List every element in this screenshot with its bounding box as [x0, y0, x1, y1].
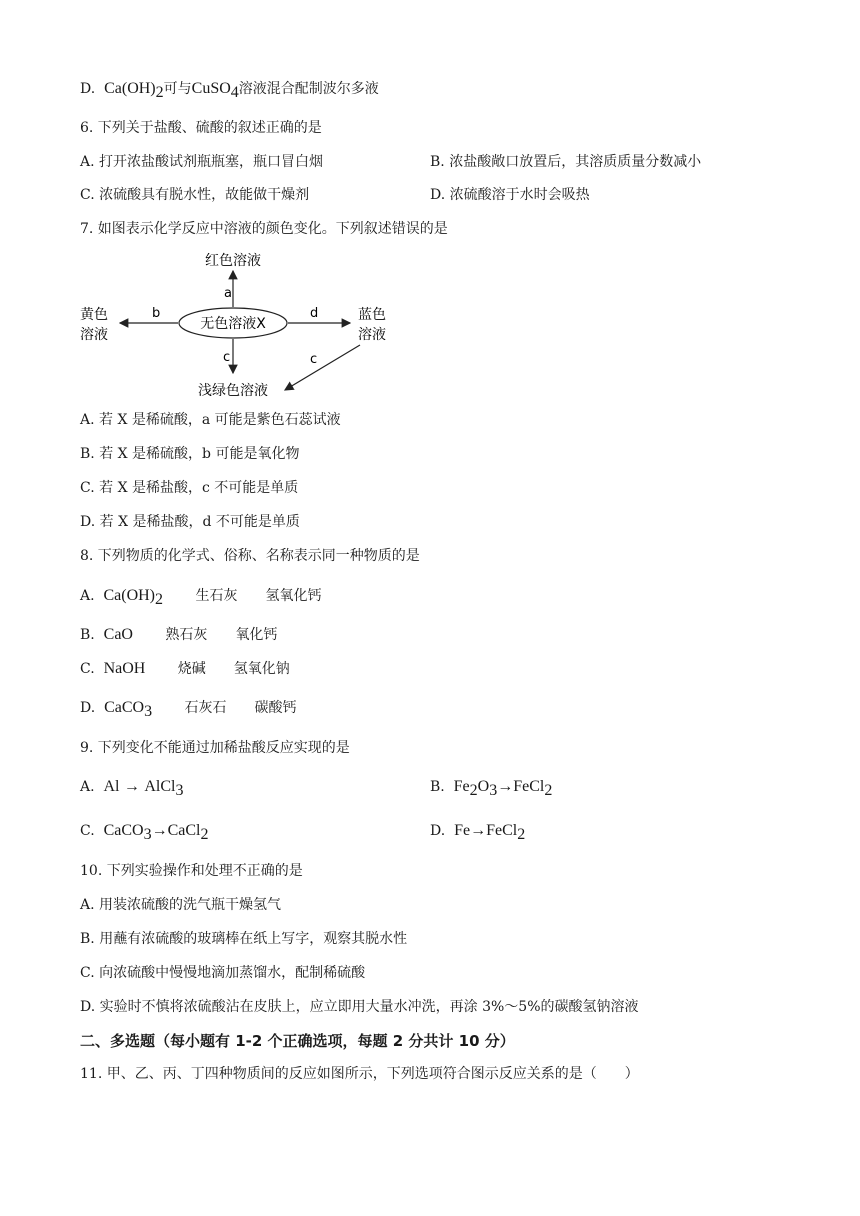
- q6-option-b: B. 浓盐酸敞口放置后，其溶质质量分数减小: [430, 154, 702, 170]
- section-heading: 二、多选题（每小题有 1-2 个正确选项，每题 2 分共计 10 分）: [80, 1032, 515, 1050]
- top-label: 红色溶液: [205, 253, 261, 269]
- q11-stem: 11. 甲、乙、丙、丁四种物质间的反应如图所示，下列选项符合图示反应关系的是（ ）: [80, 1066, 639, 1082]
- q8-option-b: B. CaO 熟石灰 氧化钙: [80, 626, 278, 643]
- center-label: 无色溶液X: [200, 316, 266, 332]
- q9-stem: 9. 下列变化不能通过加稀盐酸反应实现的是: [80, 740, 350, 756]
- q7-stem: 7. 如图表示化学反应中溶液的颜色变化。下列叙述错误的是: [80, 221, 448, 237]
- left-label-1: 黄色: [80, 307, 108, 323]
- q9-option-d: D. Fe→FeCl$_2$: [430, 822, 526, 843]
- q6-stem: 6. 下列关于盐酸、硫酸的叙述正确的是: [80, 120, 322, 136]
- arrow-c-diagonal: [285, 345, 360, 390]
- q7-option-d: D. 若 X 是稀盐酸，d 不可能是单质: [80, 514, 300, 530]
- q9-option-b: B. $Fe_2O_3\to FeCl_2$: [430, 778, 553, 799]
- q10-option-c: C. 向浓硫酸中慢慢地滴加蒸馏水，配制稀硫酸: [80, 965, 366, 981]
- label-d: d: [310, 306, 319, 321]
- right-label-1: 蓝色: [358, 307, 386, 323]
- bottom-label: 浅绿色溶液: [198, 383, 268, 399]
- q8-option-c: C. NaOH 烧碱 氢氧化钠: [80, 660, 290, 677]
- q7-option-a: A. 若 X 是稀硫酸，a 可能是紫色石蕊试液: [80, 412, 341, 428]
- q10-option-a: A. 用装浓硫酸的洗气瓶干燥氢气: [80, 897, 282, 913]
- q10-option-b: B. 用蘸有浓硫酸的玻璃棒在纸上写字，观察其脱水性: [80, 931, 408, 947]
- q8-stem: 8. 下列物质的化学式、俗称、名称表示同一种物质的是: [80, 548, 420, 564]
- q7-option-c: C. 若 X 是稀盐酸，c 不可能是单质: [80, 480, 299, 496]
- q10-option-d: D. 实验时不慎将浓硫酸沾在皮肤上，应立即用大量水冲洗，再涂 3%～5%的碳酸氢钠溶液: [80, 999, 639, 1015]
- q9-option-c: C. CaCO$_3$→CaCl$_2$: [80, 822, 209, 843]
- label-c-diagonal: c: [310, 352, 318, 367]
- left-label-2: 溶液: [80, 327, 108, 343]
- q8-option-d: D. CaCO$_3$ 石灰石 碳酸钙: [80, 699, 297, 720]
- q6-option-c: C. 浓硫酸具有脱水性，故能做干燥剂: [80, 187, 310, 203]
- q9-option-a: A. Al → AlCl$_3$: [80, 778, 184, 799]
- q7-option-b: B. 若 X 是稀硫酸，b 可能是氧化物: [80, 446, 300, 462]
- q5-option-d: D. $Ca(OH)_2$可与CuSO$_4$溶液混合配制波尔多液: [80, 80, 379, 101]
- q10-stem: 10. 下列实验操作和处理不正确的是: [80, 863, 303, 879]
- q6-option-d: D. 浓硫酸溶于水时会吸热: [430, 187, 590, 203]
- color-change-diagram: [70, 245, 410, 405]
- right-label-2: 溶液: [358, 327, 386, 343]
- label-c: c: [223, 350, 231, 365]
- label-a: a: [224, 286, 232, 301]
- q6-option-a: A. 打开浓盐酸试剂瓶瓶塞，瓶口冒白烟: [80, 154, 324, 170]
- label-b: b: [152, 306, 161, 321]
- q8-option-a: A. $Ca(OH)_2$ 生石灰 氢氧化钙: [80, 587, 322, 608]
